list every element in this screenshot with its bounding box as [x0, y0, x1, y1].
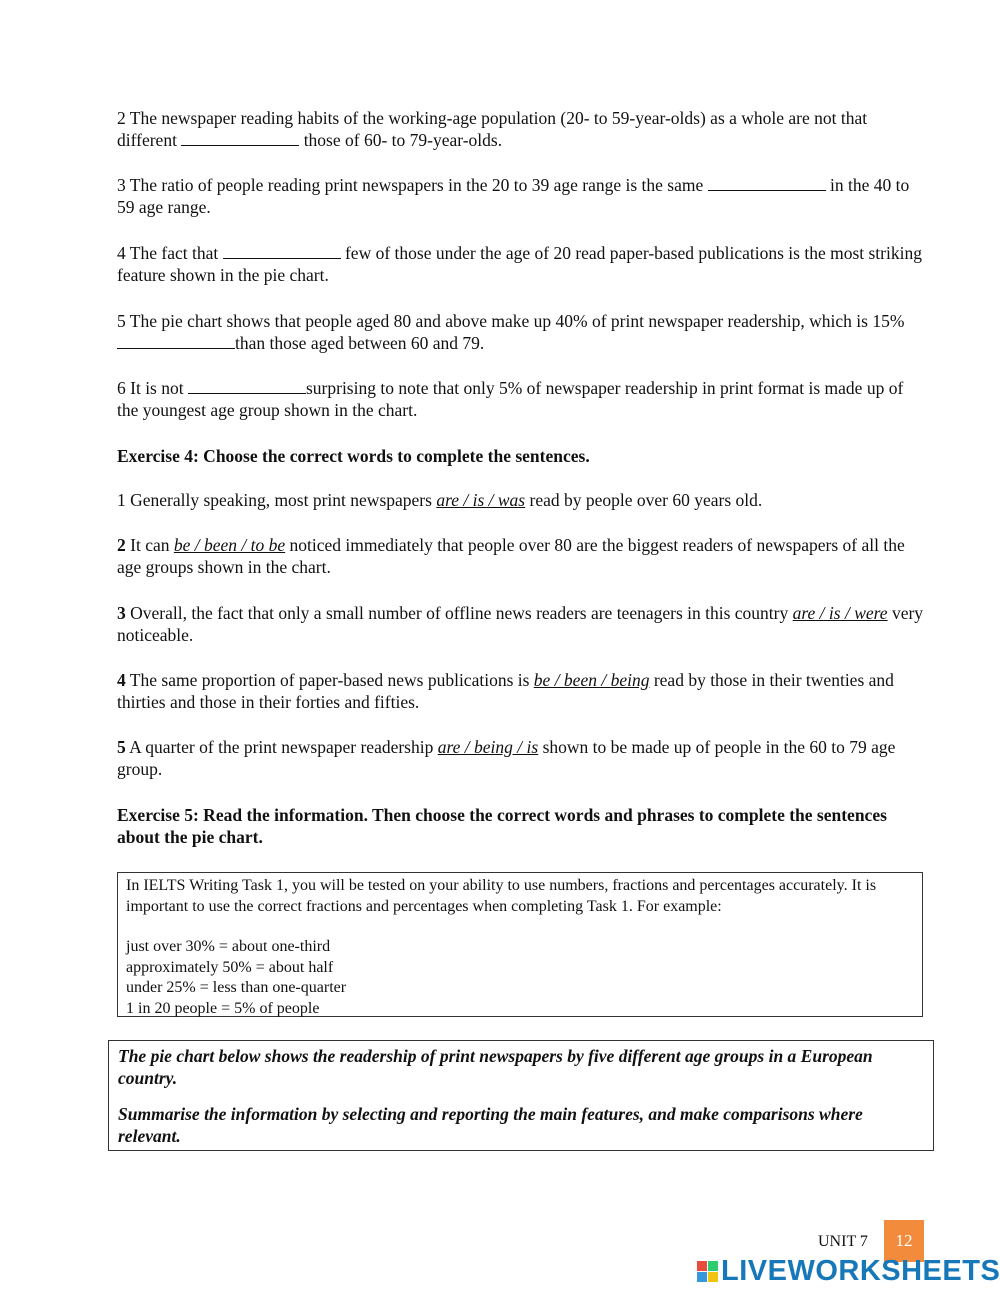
exercise4-heading: Exercise 4: Choose the correct words to complete the sentences.: [117, 446, 590, 466]
exercise3-item-4: 4 The fact that few of those under the age of 20 read paper-based publications is the most striking feature shown in the pie chart.: [117, 243, 922, 285]
page-number: 12: [884, 1220, 924, 1262]
answer-blank-3[interactable]: [708, 176, 826, 191]
liveworksheets-logo: [697, 1255, 1000, 1287]
logo-text: LIVEWORKSHEETS: [721, 1255, 1000, 1287]
exercise3-item-3: 3 The ratio of people reading print newspapers in the 20 to 39 age range is the same in the 40 to 59 age range.: [117, 175, 910, 217]
info-example: approximately 50% = about half: [126, 958, 334, 976]
info-example: under 25% = less than one-quarter: [126, 979, 347, 996]
task-description: The pie chart below shows the readership of print newspapers by five different age groups in a European country.: [118, 1046, 873, 1088]
answer-blank-4[interactable]: [223, 244, 341, 259]
info-example: 1 in 20 people = 5% of people: [126, 999, 320, 1017]
task-box: [108, 1040, 934, 1151]
answer-blank-5[interactable]: [117, 334, 235, 349]
exercise5-heading: Exercise 5: Read the information. Then choose the correct words and phrases to complete the sentences about the pie chart.: [117, 805, 887, 847]
exercise4-item-4: 4 The same proportion of paper-based news publications is be / been / being read by those in their twenties and thirties and those in their forties and fifties.: [117, 670, 894, 712]
logo-blocks-icon: [697, 1261, 718, 1282]
exercise4-item-1: 1 Generally speaking, most print newspapers are / is / was read by people over 60 years old.: [117, 490, 763, 510]
info-example: just over 30% = about one-third: [126, 938, 331, 955]
info-intro: In IELTS Writing Task 1, you will be tested on your ability to use numbers, fractions and percentages accurately. It is important to use the correct fractions and percentages when completing Task 1. For example:: [126, 877, 877, 915]
exercise3-item-6: 6 It is not surprising to note that only 5% of newspaper readership in print format is made up of the youngest age group shown in the chart.: [117, 378, 904, 420]
answer-blank-2[interactable]: [181, 131, 299, 146]
task-instruction: Summarise the information by selecting and reporting the main features, and make comparisons where relevant.: [118, 1104, 863, 1146]
exercise4-item-5: 5 A quarter of the print newspaper readership are / being / is shown to be made up of people in the 60 to 79 age group.: [117, 737, 896, 779]
choice-options-1[interactable]: are / is / was: [436, 490, 526, 510]
exercise3-item-5: 5 The pie chart shows that people aged 80 and above make up 40% of print newspaper readership, which is 15% than those aged between 60 and 79.: [117, 311, 905, 353]
choice-options-2[interactable]: be / been / to be: [173, 535, 286, 555]
exercise3-item-2: 2 The newspaper reading habits of the working-age population (20- to 59-year-olds) as a whole are not that different those of 60- to 79-year-olds.: [117, 108, 868, 150]
exercise4-item-3: 3 Overall, the fact that only a small number of offline news readers are teenagers in this country are / is / were very noticeable.: [117, 603, 924, 645]
exercise4-item-2: 2 It can be / been / to be noticed immediately that people over 80 are the biggest readers of newspapers of all the age groups shown in the chart.: [117, 535, 905, 577]
info-box: [117, 872, 923, 1017]
answer-blank-6[interactable]: [188, 379, 306, 394]
choice-options-5[interactable]: are / being / is: [437, 737, 539, 757]
choice-options-4[interactable]: be / been / being: [533, 670, 650, 690]
choice-options-3[interactable]: are / is / were: [792, 603, 888, 623]
unit-label: UNIT 7: [818, 1233, 868, 1250]
